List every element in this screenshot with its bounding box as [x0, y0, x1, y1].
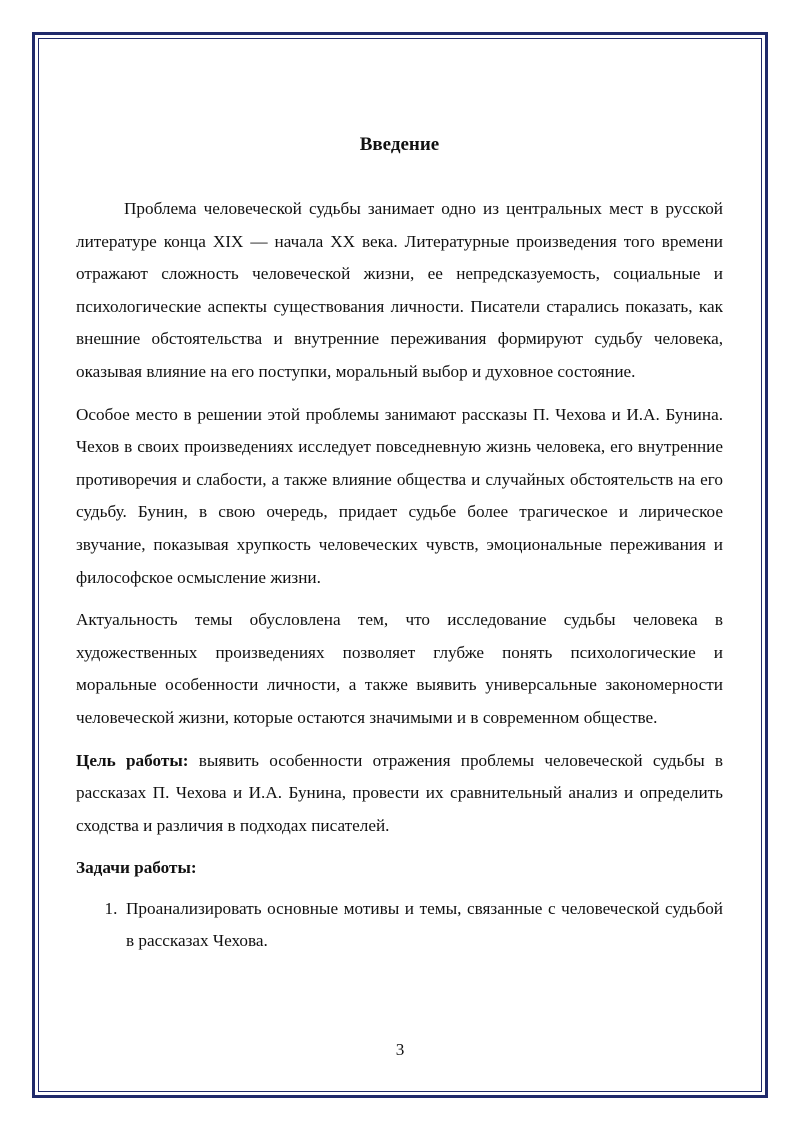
- goal-text: выявить особенности отражения проблемы человеческой судьбы в рассказах П. Чехова и И.А. Бунина, провести их сравнительный анализ и определить сходства и различия в подходах писателей.: [76, 750, 724, 835]
- task-number: [76, 893, 126, 958]
- task-number-text: 1.: [104, 898, 118, 918]
- tasks-heading: Задачи работы:: [76, 858, 197, 878]
- task-text: Проанализировать основные мотивы и темы, связанные с человеческой судьбой в рассказах Чехова.: [126, 898, 723, 951]
- intro-paragraph: Проблема человеческой судьбы занимает одно из центральных мест в русской литературе конца XIX — начала XX века. Литературные произведения того времени отражают сложность человеческой жизни, ее непредсказуемость, социальные и психологические аспекты существования личности. Писатели старались показать, как внешние обстоятельства и внутренние переживания формируют судьбу человека, оказывая влияние на его поступки, моральный выбор и духовное состояние.: [76, 199, 723, 381]
- task-list: [76, 893, 723, 958]
- relevance-paragraph: Актуальность темы обусловлена тем, что исследование судьбы человека в художественных произведениях позволяет глубже понять психологические и моральные особенности личности, а также выявить универсальные закономерности человеческой жизни, которые остаются значимыми и в современном обществе.: [76, 610, 723, 727]
- section-title: Введение: [359, 134, 440, 155]
- page-number: 3: [395, 1040, 405, 1059]
- document-body: [76, 130, 723, 958]
- body-paragraph-chekhov-bunin: Особое место в решении этой проблемы занимают рассказы П. Чехова и И.А. Бунина. Чехов в своих произведениях исследует повседневную жизнь человека, его внутренние противоречия и слабости, а также влияние общества и случайных обстоятельств на его судьбу. Бунин, в свою очередь, придает судьбе более трагическое и лирическое звучание, показывая хрупкость человеческих чувств, эмоциональные переживания и философское осмысление жизни.: [76, 404, 723, 587]
- task-item: [76, 893, 723, 958]
- goal-label: Цель работы:: [76, 750, 189, 770]
- goal-paragraph: [76, 745, 723, 843]
